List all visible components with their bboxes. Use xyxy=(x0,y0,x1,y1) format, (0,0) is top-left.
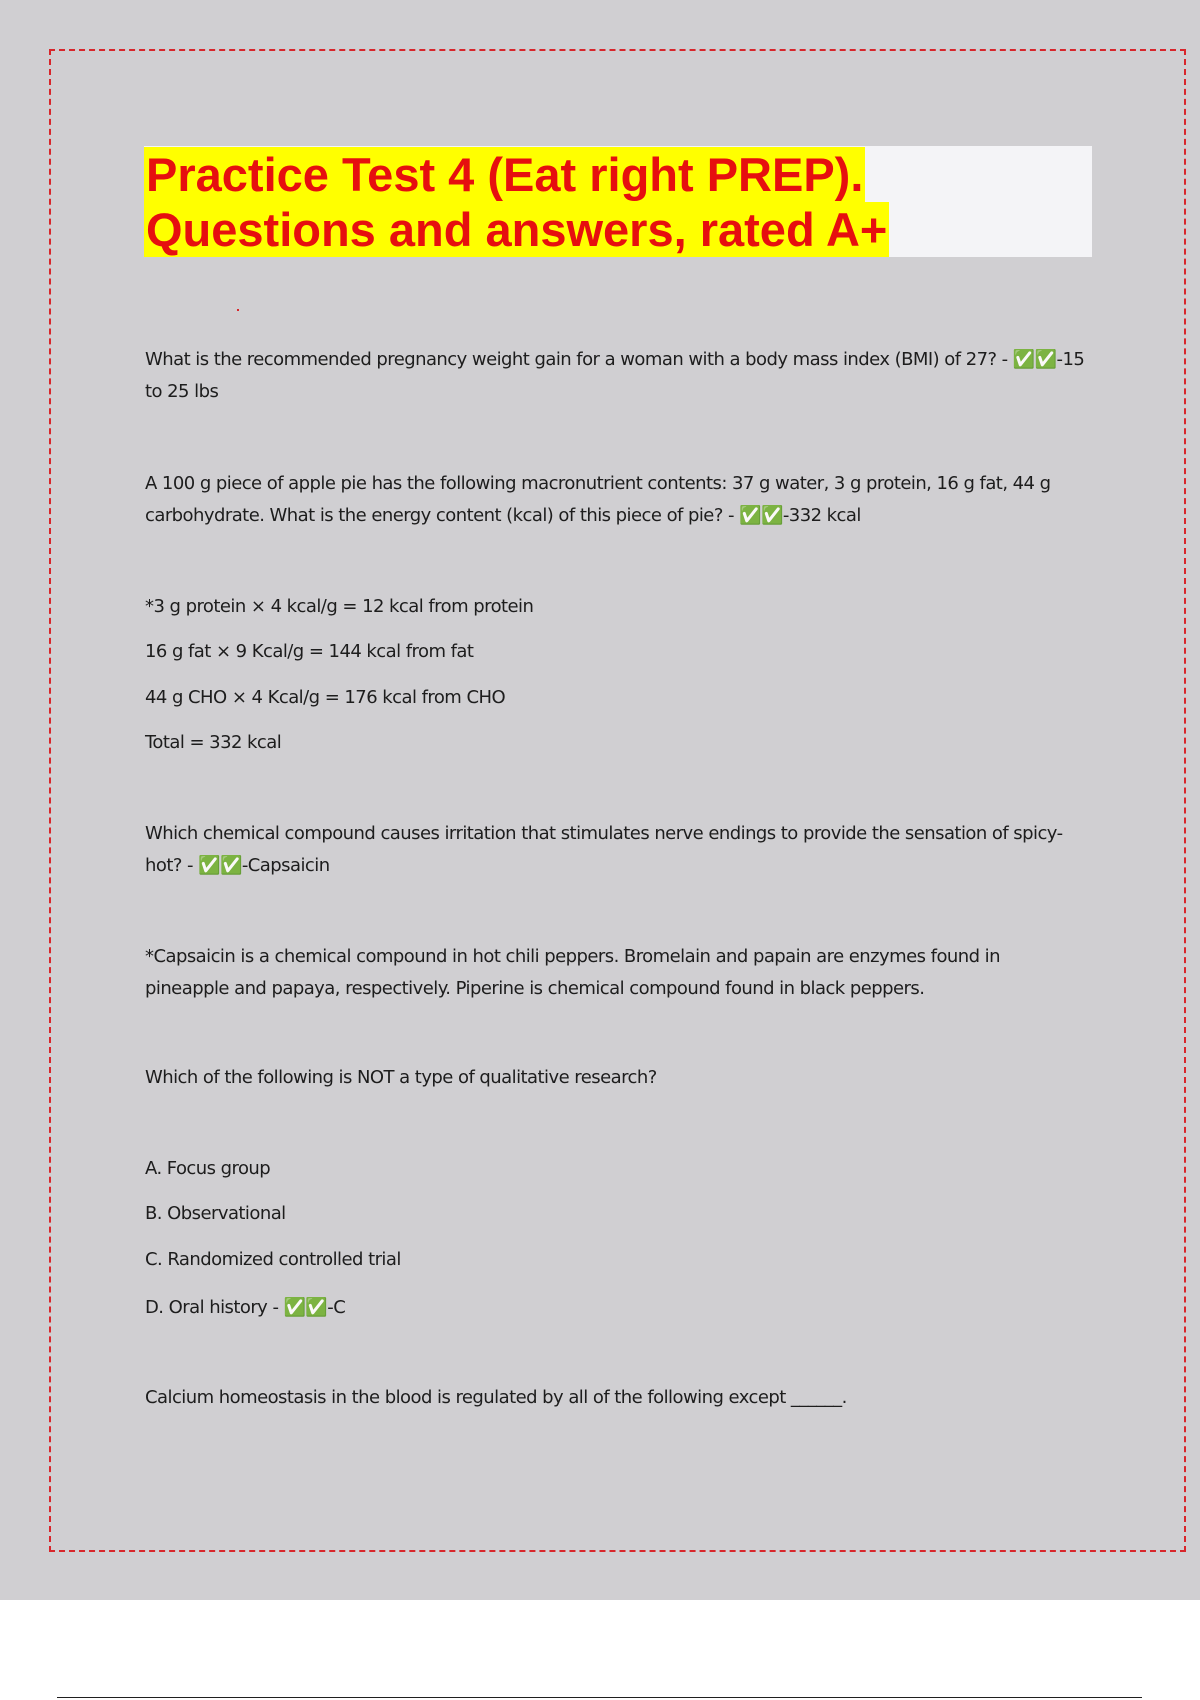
question-3: Which chemical compound causes irritation that stimulates nerve endings to provide the sensation of spicy-hot? - ✅✅-Capsaicin xyxy=(145,823,1063,876)
calculation-total: Total = 332 kcal xyxy=(145,732,282,753)
calculation-line-3: 44 g CHO × 4 Kcal/g = 176 kcal from CHO xyxy=(145,687,506,708)
option-d: D. Oral history - ✅✅-C xyxy=(145,1297,346,1318)
question-5: Calcium homeostasis in the blood is regulated by all of the following except ______. xyxy=(145,1387,847,1408)
question-1: What is the recommended pregnancy weight gain for a woman with a body mass index (BMI) of 27? - ✅✅-15 to 25 lbs xyxy=(145,349,1085,402)
red-dot-mark xyxy=(237,309,239,311)
calculation-line-2: 16 g fat × 9 Kcal/g = 144 kcal from fat xyxy=(145,641,474,662)
document-title-line-1: Practice Test 4 (Eat right PREP). xyxy=(146,148,864,201)
calculation-line-1: *3 g protein × 4 kcal/g = 12 kcal from protein xyxy=(145,596,534,617)
option-c: C. Randomized controlled trial xyxy=(145,1249,401,1270)
explanation-3: *Capsaicin is a chemical compound in hot chili peppers. Bromelain and papain are enzymes found in pineapple and papaya, respectively. Piperine is chemical compound found in black peppers. xyxy=(145,946,1000,999)
document-title-line-2: Questions and answers, rated A+ xyxy=(146,203,888,256)
page-border xyxy=(49,49,1186,1552)
question-2: A 100 g piece of apple pie has the following macronutrient contents: 37 g water, 3 g protein, 16 g fat, 44 g carbohydrate. What is the energy content (kcal) of this piece of pie? - ✅✅-332 kcal xyxy=(145,473,1051,526)
bottom-margin xyxy=(0,1600,1200,1700)
question-4: Which of the following is NOT a type of qualitative research? xyxy=(145,1067,657,1088)
bottom-divider xyxy=(57,1697,1142,1698)
option-b: B. Observational xyxy=(145,1203,286,1224)
option-a: A. Focus group xyxy=(145,1158,271,1179)
